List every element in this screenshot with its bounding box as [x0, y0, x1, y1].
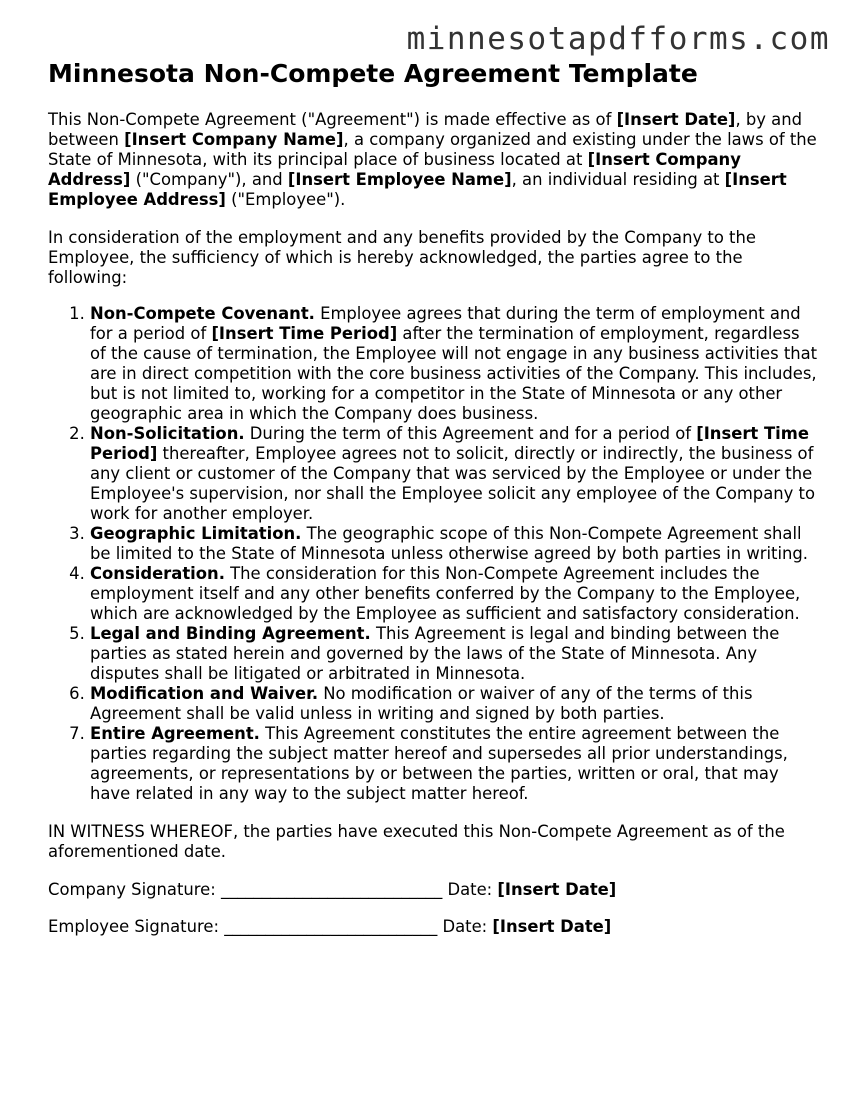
company-name-placeholder: [Insert Company Name] [124, 130, 344, 149]
clause-text: This Agreement constitutes the entire agreement between the parties regarding the subject matter hereof and supersedes all prior understandings, agreements, or representations by or between the parties, written or oral, that may have related in any way to the subject matter hereof. [90, 724, 788, 803]
time-period-placeholder: [Insert Time Period] [90, 424, 809, 463]
clause-text: after the termination of employment, regardless of the cause of termination, the Employee will not engage in any business activities that are in direct competition with the core business activities of the Company. This includes, but is not limited to, working for a competitor in the State of Minnesota or any other geographic area in which the Company does business. [90, 324, 818, 423]
clause-heading: Geographic Limitation. [90, 524, 302, 543]
intro-text: , an individual residing at [511, 170, 725, 189]
intro-paragraph [48, 110, 818, 210]
intro-text: This Non-Compete Agreement ("Agreement") is made effective as of [48, 110, 617, 129]
intro-text: , a company organized and existing under the laws of the State of Minnesota, with its principal place of business located at [48, 130, 817, 169]
clause-non-solicitation [90, 424, 818, 524]
employee-signature-row [48, 917, 818, 937]
clause-text: During the term of this Agreement and for a period of [244, 424, 697, 443]
date-label: Date: [437, 917, 493, 936]
consideration-paragraph: In consideration of the employment and any benefits provided by the Company to the Employee, the sufficiency of which is hereby acknowledged, the parties agree to the following: [48, 228, 756, 287]
clause-text: The geographic scope of this Non-Compete Agreement shall be limited to the State of Minnesota unless otherwise agreed by both parties in writing. [90, 524, 809, 563]
company-signature-label: Company Signature: [48, 880, 221, 899]
clause-consideration [90, 564, 818, 624]
company-signature-line[interactable]: ___________________________ [221, 880, 443, 899]
clause-legal-binding [90, 624, 818, 684]
clause-heading: Legal and Binding Agreement. [90, 624, 371, 643]
time-period-placeholder: [Insert Time Period] [211, 324, 398, 343]
clause-heading: Non-Solicitation. [90, 424, 245, 443]
intro-text: , by and between [48, 110, 803, 149]
clause-text: Employee agrees that during the term of employment and for a period of [90, 304, 801, 343]
company-date-placeholder: [Insert Date] [497, 880, 617, 899]
employee-address-placeholder: [Insert Employee Address] [48, 170, 787, 209]
document-body [48, 110, 818, 954]
employee-signature-label: Employee Signature: [48, 917, 225, 936]
employee-date-placeholder: [Insert Date] [492, 917, 612, 936]
date-placeholder: [Insert Date] [616, 110, 736, 129]
clause-text: This Agreement is legal and binding between the parties as stated herein and governed by the laws of the State of Minnesota. Any disputes shall be litigated or arbitrated in Minnesota. [90, 624, 780, 683]
document-title: Minnesota Non-Compete Agreement Template [48, 59, 698, 88]
employee-name-placeholder: [Insert Employee Name] [287, 170, 512, 189]
clause-heading: Non-Compete Covenant. [90, 304, 315, 323]
employee-signature-line[interactable]: __________________________ [224, 917, 438, 936]
clause-non-compete [90, 304, 818, 424]
clause-heading: Entire Agreement. [90, 724, 260, 743]
company-signature-row [48, 880, 818, 900]
clause-heading: Modification and Waiver. [90, 684, 319, 703]
witness-paragraph: IN WITNESS WHEREOF, the parties have executed this Non-Compete Agreement as of the aforementioned date. [48, 822, 785, 861]
date-label: Date: [442, 880, 498, 899]
intro-text: ("Company"), and [130, 170, 288, 189]
clause-text: The consideration for this Non-Compete Agreement includes the employment itself and any other benefits conferred by the Company to the Employee, which are acknowledged by the Employee as sufficient and satisfactory consideration. [90, 564, 801, 623]
clause-text: thereafter, Employee agrees not to solicit, directly or indirectly, the business of any client or customer of the Company that was serviced by the Employee or under the Employee's supervision, nor shall the Employee solicit any employee of the Company to work for another employer. [90, 444, 816, 523]
clause-entire-agreement [90, 724, 818, 804]
watermark: minnesotapdfforms.com [406, 21, 830, 57]
company-address-placeholder: [Insert Company Address] [48, 150, 741, 189]
clause-text: No modification or waiver of any of the terms of this Agreement shall be valid unless in writing and signed by both parties. [90, 684, 753, 723]
clause-modification-waiver [90, 684, 818, 724]
clause-heading: Consideration. [90, 564, 225, 583]
clause-geographic-limitation [90, 524, 818, 564]
clause-list [48, 304, 818, 804]
intro-text: ("Employee"). [225, 190, 346, 209]
